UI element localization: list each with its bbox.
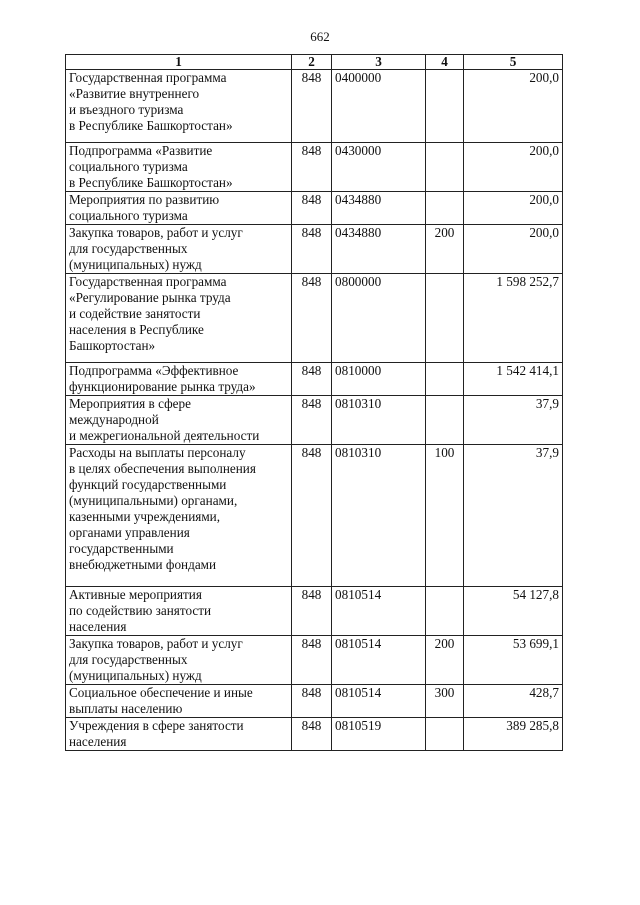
row-name-line: (муниципальными) органами, bbox=[69, 493, 238, 508]
row-target-code: 0810514 bbox=[332, 587, 426, 636]
row-name-line: (муниципальных) нужд bbox=[69, 257, 202, 272]
row-amount: 389 285,8 bbox=[464, 718, 563, 751]
row-name-line: Государственная программа bbox=[69, 70, 227, 85]
row-name-line: и въездного туризма bbox=[69, 102, 184, 117]
row-expense-type bbox=[426, 274, 464, 363]
row-name-line: (муниципальных) нужд bbox=[69, 668, 202, 683]
row-target-code: 0810310 bbox=[332, 445, 426, 587]
row-name-line: населения bbox=[69, 619, 127, 634]
row-name-line: и содействие занятости bbox=[69, 306, 201, 321]
row-admin-code: 848 bbox=[292, 396, 332, 445]
row-name-line: для государственных bbox=[69, 652, 188, 667]
row-name-line: социального туризма bbox=[69, 159, 188, 174]
row-name bbox=[66, 685, 292, 718]
row-name-line: Социальное обеспечение и иные bbox=[69, 685, 253, 700]
row-name bbox=[66, 192, 292, 225]
row-name-line: в Республике Башкортостан» bbox=[69, 175, 233, 190]
row-name-line: казенными учреждениями, bbox=[69, 509, 221, 524]
row-name-line: Мероприятия в сфере bbox=[69, 396, 191, 411]
row-admin-code: 848 bbox=[292, 445, 332, 587]
row-name-line: «Регулирование рынка труда bbox=[69, 290, 231, 305]
row-name bbox=[66, 718, 292, 751]
header-col-5: 5 bbox=[464, 55, 563, 70]
row-name-line: социального туризма bbox=[69, 208, 188, 223]
page-number: 662 bbox=[310, 29, 330, 44]
row-amount: 37,9 bbox=[464, 445, 563, 587]
header-col-2: 2 bbox=[292, 55, 332, 70]
row-admin-code: 848 bbox=[292, 225, 332, 274]
row-target-code: 0810514 bbox=[332, 685, 426, 718]
row-amount: 37,9 bbox=[464, 396, 563, 445]
row-expense-type: 100 bbox=[426, 445, 464, 587]
row-expense-type bbox=[426, 363, 464, 396]
table-row bbox=[66, 718, 563, 751]
row-amount: 200,0 bbox=[464, 70, 563, 143]
header-col-1: 1 bbox=[66, 55, 292, 70]
row-admin-code: 848 bbox=[292, 143, 332, 192]
row-expense-type bbox=[426, 192, 464, 225]
table-row bbox=[66, 685, 563, 718]
row-expense-type: 200 bbox=[426, 225, 464, 274]
row-amount: 54 127,8 bbox=[464, 587, 563, 636]
row-name bbox=[66, 636, 292, 685]
row-name bbox=[66, 225, 292, 274]
row-name-line: Закупка товаров, работ и услуг bbox=[69, 636, 243, 651]
row-expense-type bbox=[426, 396, 464, 445]
table-header bbox=[66, 55, 563, 70]
table-row bbox=[66, 363, 563, 396]
row-admin-code: 848 bbox=[292, 718, 332, 751]
header-col-4: 4 bbox=[426, 55, 464, 70]
row-target-code: 0810000 bbox=[332, 363, 426, 396]
row-name-line: населения в Республике bbox=[69, 322, 204, 337]
row-name bbox=[66, 445, 292, 587]
row-name-line: функционирование рынка труда» bbox=[69, 379, 256, 394]
row-expense-type bbox=[426, 587, 464, 636]
row-target-code: 0400000 bbox=[332, 70, 426, 143]
row-name-line: Закупка товаров, работ и услуг bbox=[69, 225, 243, 240]
budget-table bbox=[65, 54, 563, 751]
row-name bbox=[66, 143, 292, 192]
row-target-code: 0434880 bbox=[332, 225, 426, 274]
row-name bbox=[66, 396, 292, 445]
row-amount: 200,0 bbox=[464, 192, 563, 225]
row-amount: 200,0 bbox=[464, 225, 563, 274]
row-name-line: и межрегиональной деятельности bbox=[69, 428, 260, 443]
row-target-code: 0434880 bbox=[332, 192, 426, 225]
row-name-line: Мероприятия по развитию bbox=[69, 192, 220, 207]
row-amount: 53 699,1 bbox=[464, 636, 563, 685]
row-admin-code: 848 bbox=[292, 192, 332, 225]
table-row bbox=[66, 587, 563, 636]
row-name bbox=[66, 363, 292, 396]
table-row bbox=[66, 445, 563, 587]
row-expense-type bbox=[426, 143, 464, 192]
row-name-line: внебюджетными фондами bbox=[69, 557, 217, 572]
row-name-line: Подпрограмма «Эффективное bbox=[69, 363, 239, 378]
row-name-line: органами управления bbox=[69, 525, 190, 540]
row-expense-type: 300 bbox=[426, 685, 464, 718]
row-amount: 200,0 bbox=[464, 143, 563, 192]
row-name-line: государственными bbox=[69, 541, 174, 556]
row-admin-code: 848 bbox=[292, 70, 332, 143]
row-name-line: функций государственными bbox=[69, 477, 227, 492]
row-expense-type: 200 bbox=[426, 636, 464, 685]
row-name-line: в Республике Башкортостан» bbox=[69, 118, 233, 133]
table-row bbox=[66, 143, 563, 192]
row-name-line: «Развитие внутреннего bbox=[69, 86, 200, 101]
row-name-line: выплаты населению bbox=[69, 701, 183, 716]
row-name-line: Подпрограмма «Развитие bbox=[69, 143, 213, 158]
row-admin-code: 848 bbox=[292, 274, 332, 363]
row-name-line: в целях обеспечения выполнения bbox=[69, 461, 256, 476]
row-admin-code: 848 bbox=[292, 685, 332, 718]
row-admin-code: 848 bbox=[292, 636, 332, 685]
table-row bbox=[66, 192, 563, 225]
table-row bbox=[66, 70, 563, 143]
header-col-3: 3 bbox=[332, 55, 426, 70]
row-target-code: 0810519 bbox=[332, 718, 426, 751]
row-admin-code: 848 bbox=[292, 363, 332, 396]
row-name-line: населения bbox=[69, 734, 127, 749]
row-target-code: 0810310 bbox=[332, 396, 426, 445]
row-target-code: 0810514 bbox=[332, 636, 426, 685]
row-name-line: Учреждения в сфере занятости bbox=[69, 718, 244, 733]
row-name bbox=[66, 70, 292, 143]
table-row bbox=[66, 396, 563, 445]
row-name bbox=[66, 274, 292, 363]
row-name-line: Расходы на выплаты персоналу bbox=[69, 445, 246, 460]
row-name-line: для государственных bbox=[69, 241, 188, 256]
row-name bbox=[66, 587, 292, 636]
row-name-line: по содействию занятости bbox=[69, 603, 212, 618]
row-target-code: 0800000 bbox=[332, 274, 426, 363]
table-body bbox=[66, 70, 563, 751]
row-target-code: 0430000 bbox=[332, 143, 426, 192]
row-name-line: Активные мероприятия bbox=[69, 587, 202, 602]
row-admin-code: 848 bbox=[292, 587, 332, 636]
row-expense-type bbox=[426, 70, 464, 143]
row-name-line: Государственная программа bbox=[69, 274, 227, 289]
table-row bbox=[66, 225, 563, 274]
row-amount: 1 542 414,1 bbox=[464, 363, 563, 396]
row-amount: 1 598 252,7 bbox=[464, 274, 563, 363]
row-name-line: международной bbox=[69, 412, 159, 427]
table-row bbox=[66, 636, 563, 685]
row-expense-type bbox=[426, 718, 464, 751]
row-amount: 428,7 bbox=[464, 685, 563, 718]
row-name-line: Башкортостан» bbox=[69, 338, 156, 353]
table-row bbox=[66, 274, 563, 363]
